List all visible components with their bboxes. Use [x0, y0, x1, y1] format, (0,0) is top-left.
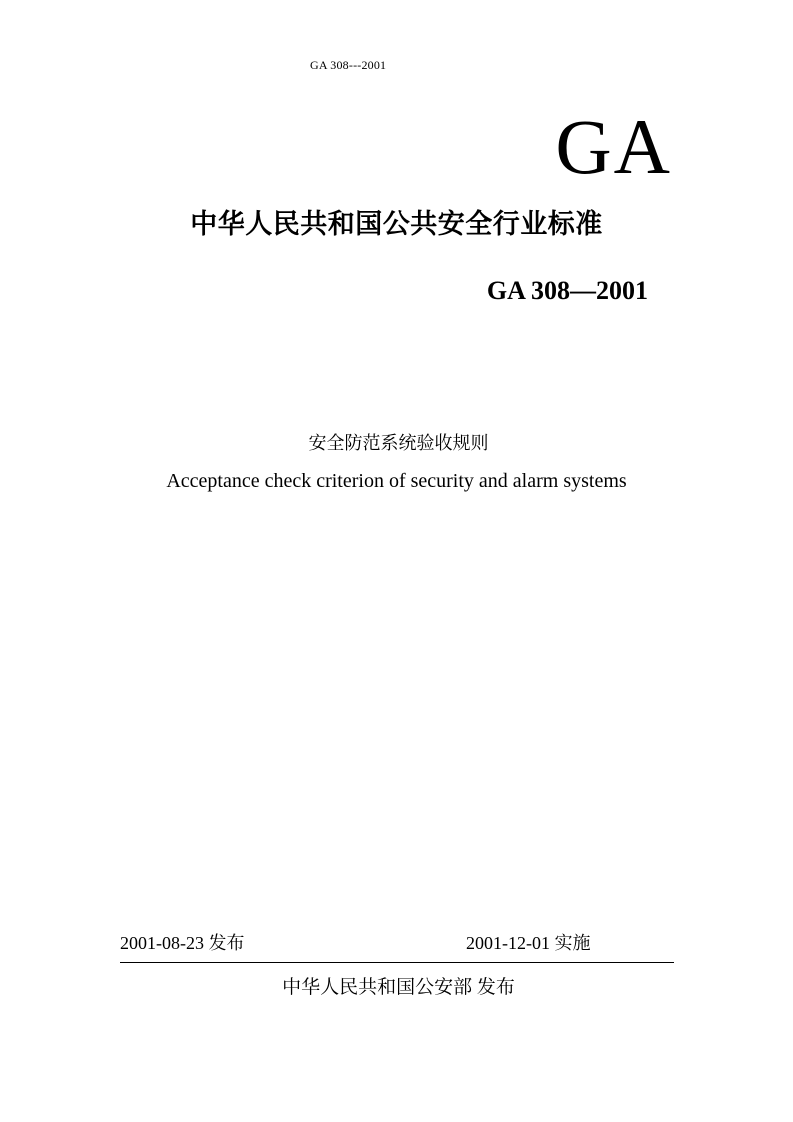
- publish-date: 2001-08-23 发布: [120, 933, 245, 953]
- standard-category: 中华人民共和国公共安全行业标准: [190, 209, 603, 240]
- standard-number: GA 308—2001: [486, 276, 648, 305]
- footer-divider: [120, 962, 674, 963]
- running-header: GA 308---2001: [310, 58, 387, 72]
- ga-logo: GA: [555, 103, 672, 190]
- implementation-date: 2001-12-01 实施: [466, 933, 591, 953]
- document-title-chinese: 安全防范系统验收规则: [308, 433, 489, 453]
- issuing-authority: 中华人民共和国公安部 发布: [282, 977, 515, 998]
- document-title-english: Acceptance check criterion of security and alarm systems: [166, 470, 627, 492]
